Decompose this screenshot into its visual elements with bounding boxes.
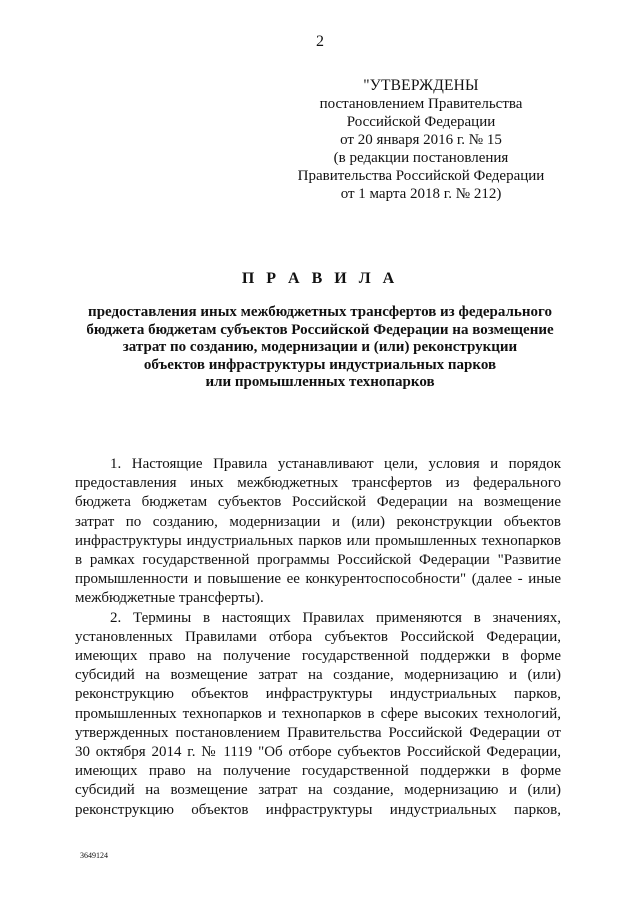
subtitle-line: или промышленных технопарков <box>205 374 435 391</box>
paragraph-1: 1. Настоящие Правила устанавливают цели, условия и порядок предоставления иных межбюджетных трансфертов из федерального бюджета бюджетам субъектов Российской Федерации на возмещение затрат по созданию, модернизации и (или) реконструкции объектов инфраструктуры индустриальных парков или промышленных технопарков в рамках государственной программы Российской Федерации "Развитие промышленности и повышение ее конкурентоспособности" (далее - иные межбюджетные трансферты). <box>75 456 561 607</box>
approval-line: (в редакции постановления <box>333 150 509 166</box>
page-number: 2 <box>316 33 324 50</box>
subtitle-line: предоставления иных межбюджетных трансфертов из федерального <box>88 304 552 320</box>
subtitle-line: объектов инфраструктуры индустриальных парков <box>143 356 497 373</box>
approval-line: постановлением Правительства <box>319 96 523 112</box>
approval-line: от 1 марта 2018 г. № 212) <box>340 186 502 202</box>
approval-stamp <box>296 77 546 203</box>
body-text <box>75 455 561 820</box>
document-id: 3649124 <box>80 851 108 860</box>
approval-line: Правительства Российской Федерации <box>297 168 545 184</box>
approval-heading: "УТВЕРЖДЕНЫ <box>363 77 479 94</box>
paragraph-2: 2. Термины в настоящих Правилах применяются в значениях, установленных Правилами отбора субъектов Российской Федерации, имеющих право на получение государственной поддержки в форме субсидий на возмещение затрат на создание, модернизацию и (или) реконструкцию объектов инфраструктуры индустриальных парков, промышленных технопарков и технопарков в сфере высоких технологий, утвержденных постановлением Правительства Российской Федерации от 30 октября 2014 г. № 1119 "Об отборе субъектов Российской Федерации, имеющих право на получение государственной поддержки в форме субсидий на возмещение затрат на создание, модернизацию и (или) реконструкцию объектов инфраструктуры индустриальных парков, <box>75 609 561 818</box>
subtitle-line: затрат по созданию, модернизации и (или) реконструкции <box>122 339 518 356</box>
approval-line: Российской Федерации <box>346 114 496 130</box>
approval-line: от 20 января 2016 г. № 15 <box>340 132 502 148</box>
document-title: П Р А В И Л А <box>241 270 399 287</box>
document-subtitle <box>60 304 580 392</box>
subtitle-line: бюджета бюджетам субъектов Российской Федерации на возмещение <box>86 321 554 338</box>
